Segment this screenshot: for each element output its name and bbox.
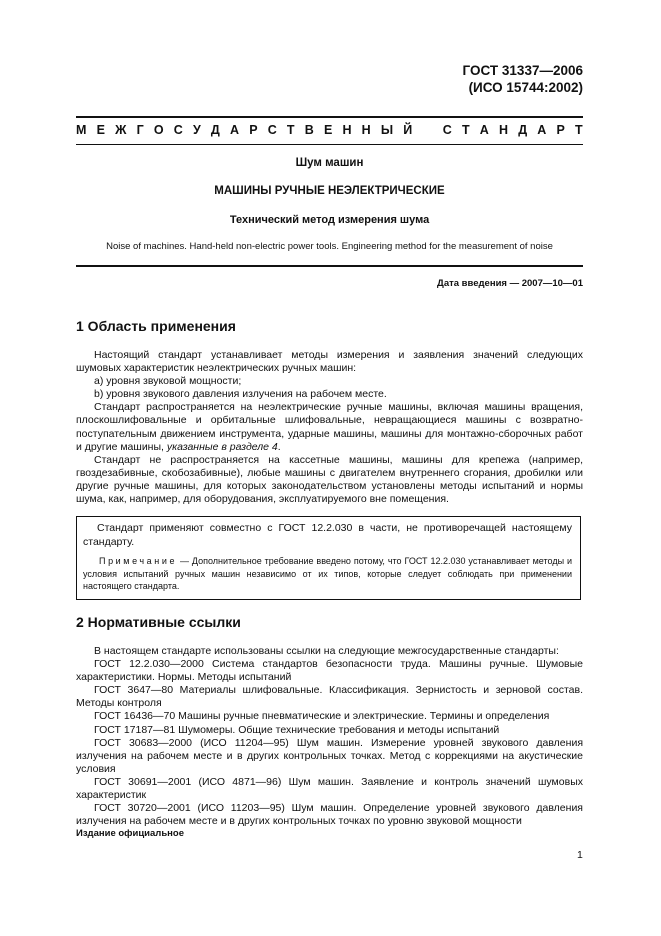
interstate-letter: М <box>76 123 87 137</box>
standard-number-block <box>463 62 583 96</box>
official-edition-label: Издание официальное <box>76 828 184 839</box>
interstate-letter: А <box>537 123 547 137</box>
page-number: 1 <box>577 849 583 861</box>
section-1-heading: 1 Область применения <box>76 318 236 334</box>
title-rule-top <box>76 144 583 145</box>
top-rule <box>76 116 583 118</box>
interstate-letter: Ж <box>115 123 127 137</box>
title-rule-bottom <box>76 265 583 267</box>
interstate-letter: Р <box>249 123 258 137</box>
interstate-letter: Д <box>210 123 220 137</box>
reference-item: ГОСТ 30720—2001 (ИСО 11203—95) Шум машин. Определение уровней звукового давления излучения на рабочем месте и в других контрольных точках по уровню звуковой мощности <box>76 802 583 828</box>
interstate-standard-label <box>76 123 583 137</box>
scope-reference: указанные в разделе 4 <box>166 440 278 453</box>
scope-text: Стандарт распространяется на неэлектрические ручные машины, включая машины вращения, плоскошлифовальные и орбитальные шлифовальные, невращающиеся машины с возвратно-поступательным движением инструмента, ударные машины, машины для монтажно-сборочных работ и другие машины, <box>76 401 583 453</box>
supplement-text: Стандарт применяют совместно с ГОСТ 12.2.030 в части, не противоречащей настоящему стандарту. <box>83 522 572 548</box>
interstate-letter: Н <box>499 123 509 137</box>
supplement-note <box>83 555 572 593</box>
reference-item: ГОСТ 12.2.030—2000 Система стандартов безопасности труда. Машины ручные. Шумовые характеристики. Нормы. Методы испытаний <box>76 658 583 684</box>
interstate-letter: Н <box>342 123 352 137</box>
section-1-paragraph: Стандарт распространяется на неэлектрические ручные машины, включая машины вращения, плоскошлифовальные и орбитальные шлифовальные, невращающиеся машины с возвратно-поступательным движением инструмента, ударные машины, машины для монтажно-сборочных работ и другие машины, указанные в разделе 4. <box>76 401 583 453</box>
note-text: — Дополнительное требование введено потому, что ГОСТ 12.2.030 устанавливает методы и условия испытаний ручных машин независимо от их типов, которые следует соблюдать при применении настоящего стандарта. <box>83 556 572 591</box>
section-2-heading: 2 Нормативные ссылки <box>76 614 241 630</box>
list-item-b: b) уровня звукового давления излучения на рабочем месте. <box>94 388 387 401</box>
iso-number: (ИСО 15744:2002) <box>468 80 583 95</box>
interstate-letter: С <box>267 123 277 137</box>
document-subtitle: Технический метод измерения шума <box>229 214 430 226</box>
interstate-letter: А <box>230 123 240 137</box>
interstate-letter: Е <box>323 123 333 137</box>
interstate-letter: Р <box>556 123 565 137</box>
section-1-body <box>76 349 583 506</box>
interstate-letter: Т <box>286 123 295 137</box>
interstate-letter: У <box>192 123 201 137</box>
interstate-letter: Г <box>136 123 144 137</box>
interstate-letter: С <box>173 123 183 137</box>
supplement-box <box>76 516 581 600</box>
reference-item: ГОСТ 16436—70 Машины ручные пневматические и электрические. Термины и определения <box>94 710 550 723</box>
interstate-letter: Т <box>461 123 470 137</box>
reference-item: ГОСТ 17187—81 Шумомеры. Общие технические требования и методы испытаний <box>94 723 500 736</box>
interstate-letter: Е <box>96 123 105 137</box>
interstate-letter: А <box>479 123 489 137</box>
interstate-letter: Д <box>518 123 528 137</box>
interstate-letter: Н <box>361 123 371 137</box>
interstate-letter: В <box>304 123 314 137</box>
introduction-date: Дата введения — 2007—10—01 <box>437 278 583 289</box>
interstate-letter: С <box>442 123 452 137</box>
list-item-a: a) уровня звуковой мощности; <box>94 375 242 388</box>
interstate-letter: О <box>153 123 164 137</box>
interstate-letter: Ы <box>380 123 394 137</box>
reference-item: ГОСТ 30683—2000 (ИСО 11204—95) Шум машин. Измерение уровней звукового давления излучения на рабочем месте и в других контрольных точках. Метод с коррекциями на акустические условия <box>76 736 583 775</box>
reference-item: ГОСТ 3647—80 Материалы шлифовальные. Классификация. Зернистость и зерновой состав. Методы контроля <box>76 684 583 710</box>
document-subject: Шум машин <box>295 157 364 169</box>
section-2-body <box>76 645 583 828</box>
interstate-letter: Й <box>403 123 413 137</box>
note-label: Примечание <box>99 556 178 566</box>
interstate-letter: Т <box>575 123 583 137</box>
english-title: Noise of machines. Hand-held non-electric power tools. Engineering method for the measurement of noise <box>106 241 553 252</box>
standard-number: ГОСТ 31337—2006 <box>462 63 583 78</box>
section-1-paragraph: Настоящий стандарт устанавливает методы измерения и заявления значений следующих шумовых характеристик неэлектрических ручных машин: <box>76 349 583 375</box>
section-2-intro: В настоящем стандарте использованы ссылки на следующие межгосударственные стандарты: <box>94 645 559 657</box>
reference-item: ГОСТ 30691—2001 (ИСО 4871—96) Шум машин. Заявление и контроль значений шумовых характеристик <box>76 775 583 802</box>
document-title: МАШИНЫ РУЧНЫЕ НЕЭЛЕКТРИЧЕСКИЕ <box>214 185 445 197</box>
section-1-paragraph: Стандарт не распространяется на кассетные машины, машины для крепежа (например, гвоздезабивные, скобозабивные), любые машины с двигателем внутреннего сгорания, дробилки или другие ручные машины, для которых законодательством установлены методы испытаний и нормы шума, как, например, для оборудования, эксплуатируемого вне помещения. <box>76 453 583 506</box>
